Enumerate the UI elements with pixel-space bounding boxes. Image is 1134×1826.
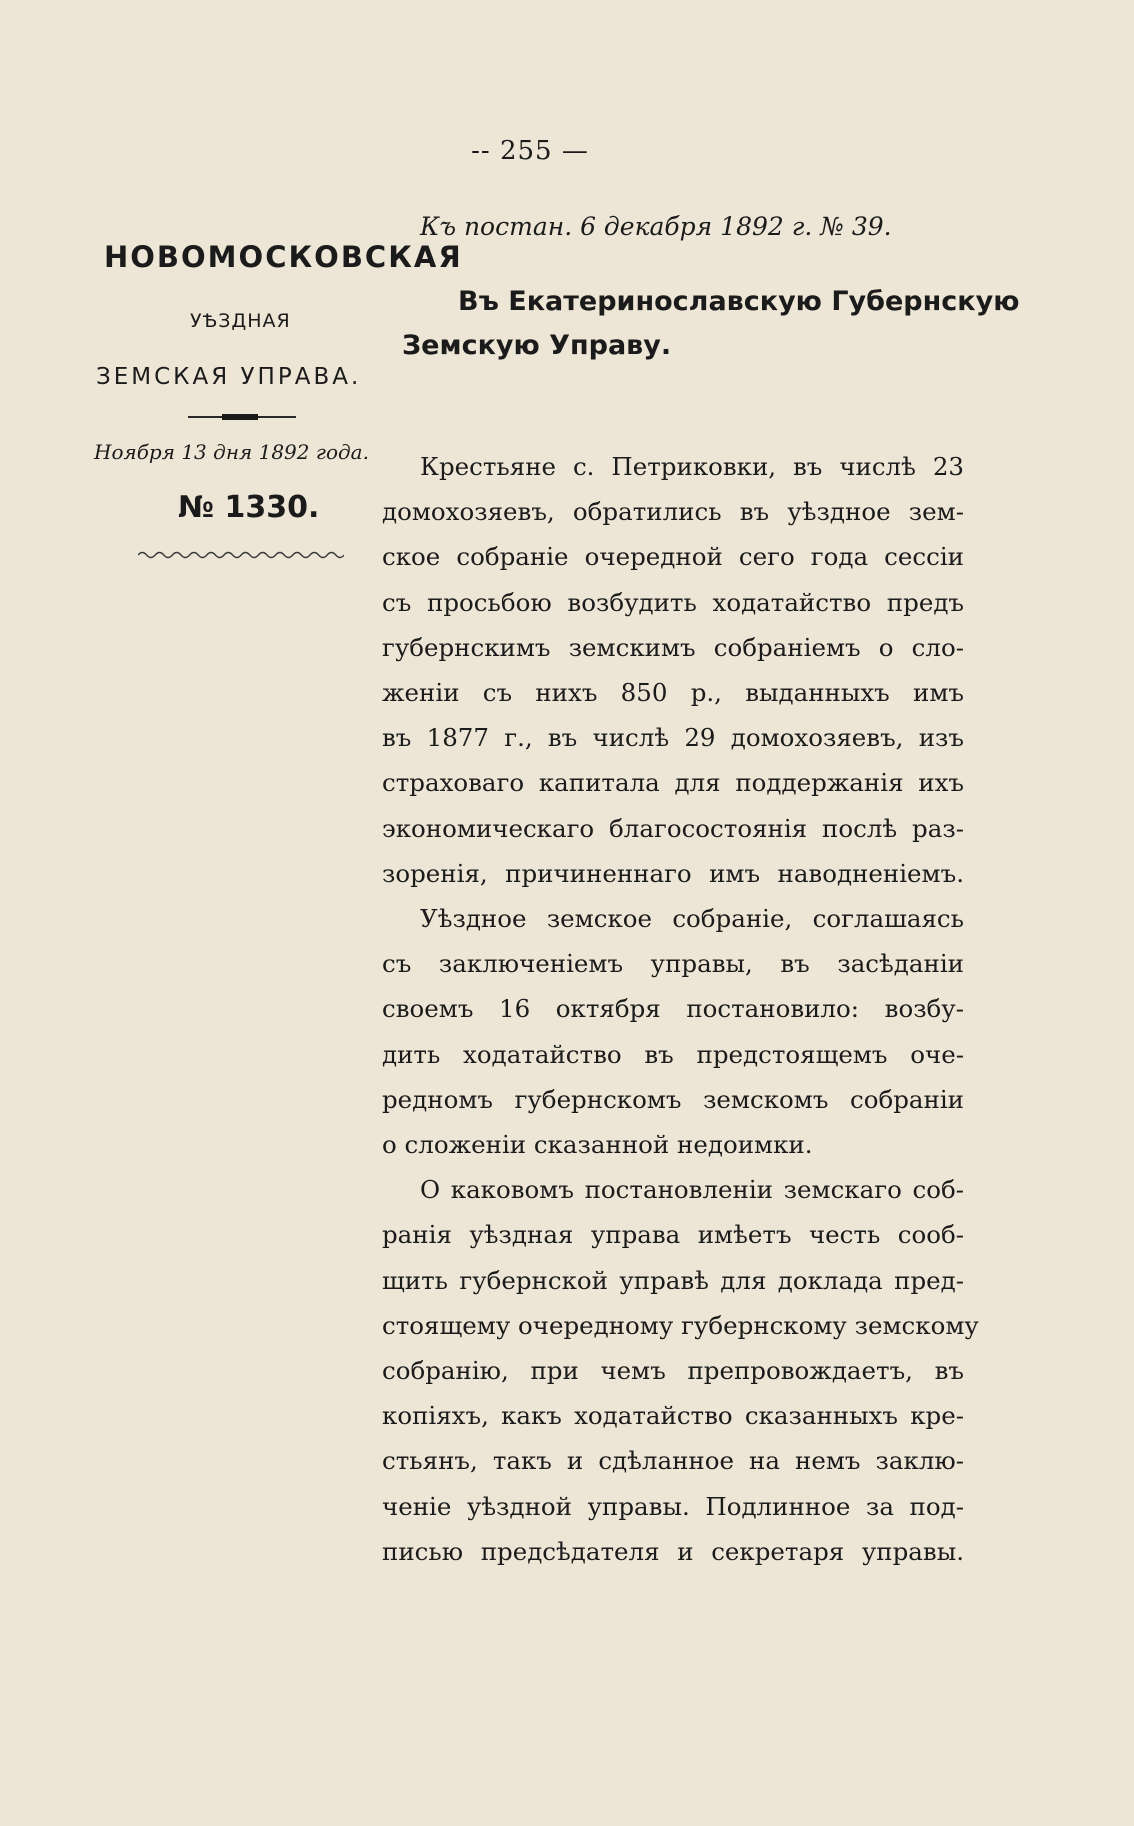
body-line: экономическаго благосостоянія послѣ раз-: [382, 813, 964, 843]
body-line: женіи съ нихъ 850 р., выданныхъ имъ: [382, 678, 964, 708]
body-line: писью предсѣдателя и секретаря управы.: [382, 1536, 964, 1566]
body-line: щить губернской управѣ для доклада пред-: [382, 1265, 964, 1295]
body-line: редномъ губернскомъ земскомъ собраніи: [382, 1084, 964, 1114]
letter-body: [382, 444, 979, 1574]
body-line: страховаго капитала для поддержанія ихъ: [382, 768, 964, 798]
issuer-name: НОВОМОСКОВСКАЯ: [104, 240, 463, 274]
body-line: въ 1877 г., въ числѣ 29 домохозяевъ, изъ: [382, 723, 964, 753]
body-line: дить ходатайство въ предстоящемъ оче-: [382, 1039, 964, 1069]
body-line: Крестьяне с. Петриковки, въ числѣ 23: [420, 452, 964, 481]
issuer-type: УѢЗДНАЯ: [190, 310, 291, 332]
body-line: ченіе уѣздной управы. Подлинное за под-: [382, 1491, 964, 1521]
addressee-line: Въ Екатеринославскую Губернскую: [458, 286, 1020, 317]
body-line: копіяхъ, какъ ходатайство сказанныхъ кре-: [382, 1401, 964, 1431]
body-line: О каковомъ постановленіи земскаго соб-: [420, 1175, 964, 1205]
body-line: домохозяевъ, обратились въ уѣздное зем-: [382, 497, 964, 527]
body-line: ское собраніе очередной сего года сессіи: [382, 542, 964, 572]
body-line: Уѣздное земское собраніе, соглашаясь: [420, 904, 964, 934]
addressee-line: Земскую Управу.: [402, 330, 672, 361]
page-number: -- 255 —: [471, 136, 589, 166]
letter-date: Ноября 13 дня 1892 года.: [94, 440, 369, 464]
body-line: своемъ 16 октября постановило: возбу-: [382, 994, 964, 1024]
addressee: [402, 280, 1020, 368]
body-line: съ просьбою возбудить ходатайство предъ: [382, 587, 964, 617]
body-line: съ заключеніемъ управы, въ засѣданіи: [382, 949, 964, 979]
reference-line: Къ постан. 6 декабря 1892 г. № 39.: [420, 212, 892, 241]
body-line: стьянъ, такъ и сдѣланное на немъ заклю-: [382, 1446, 964, 1476]
body-line: собранію, при чемъ препровождаетъ, въ: [382, 1356, 964, 1386]
body-line: о сложеніи сказанной недоимки.: [382, 1130, 813, 1160]
body-line: ранія уѣздная управа имѣетъ честь сооб-: [382, 1220, 964, 1250]
wavy-divider: [138, 548, 344, 562]
body-line: губернскимъ земскимъ собраніемъ о сло-: [382, 632, 964, 662]
body-line: зоренія, причиненнаго имъ наводненіемъ.: [382, 858, 964, 888]
body-line: стоящему очередному губернскому земскому: [382, 1310, 979, 1340]
letter-number: № 1330.: [178, 490, 320, 525]
issuer-body: ЗЕМСКАЯ УПРАВА.: [96, 364, 362, 390]
divider-rule-accent: [222, 414, 258, 420]
